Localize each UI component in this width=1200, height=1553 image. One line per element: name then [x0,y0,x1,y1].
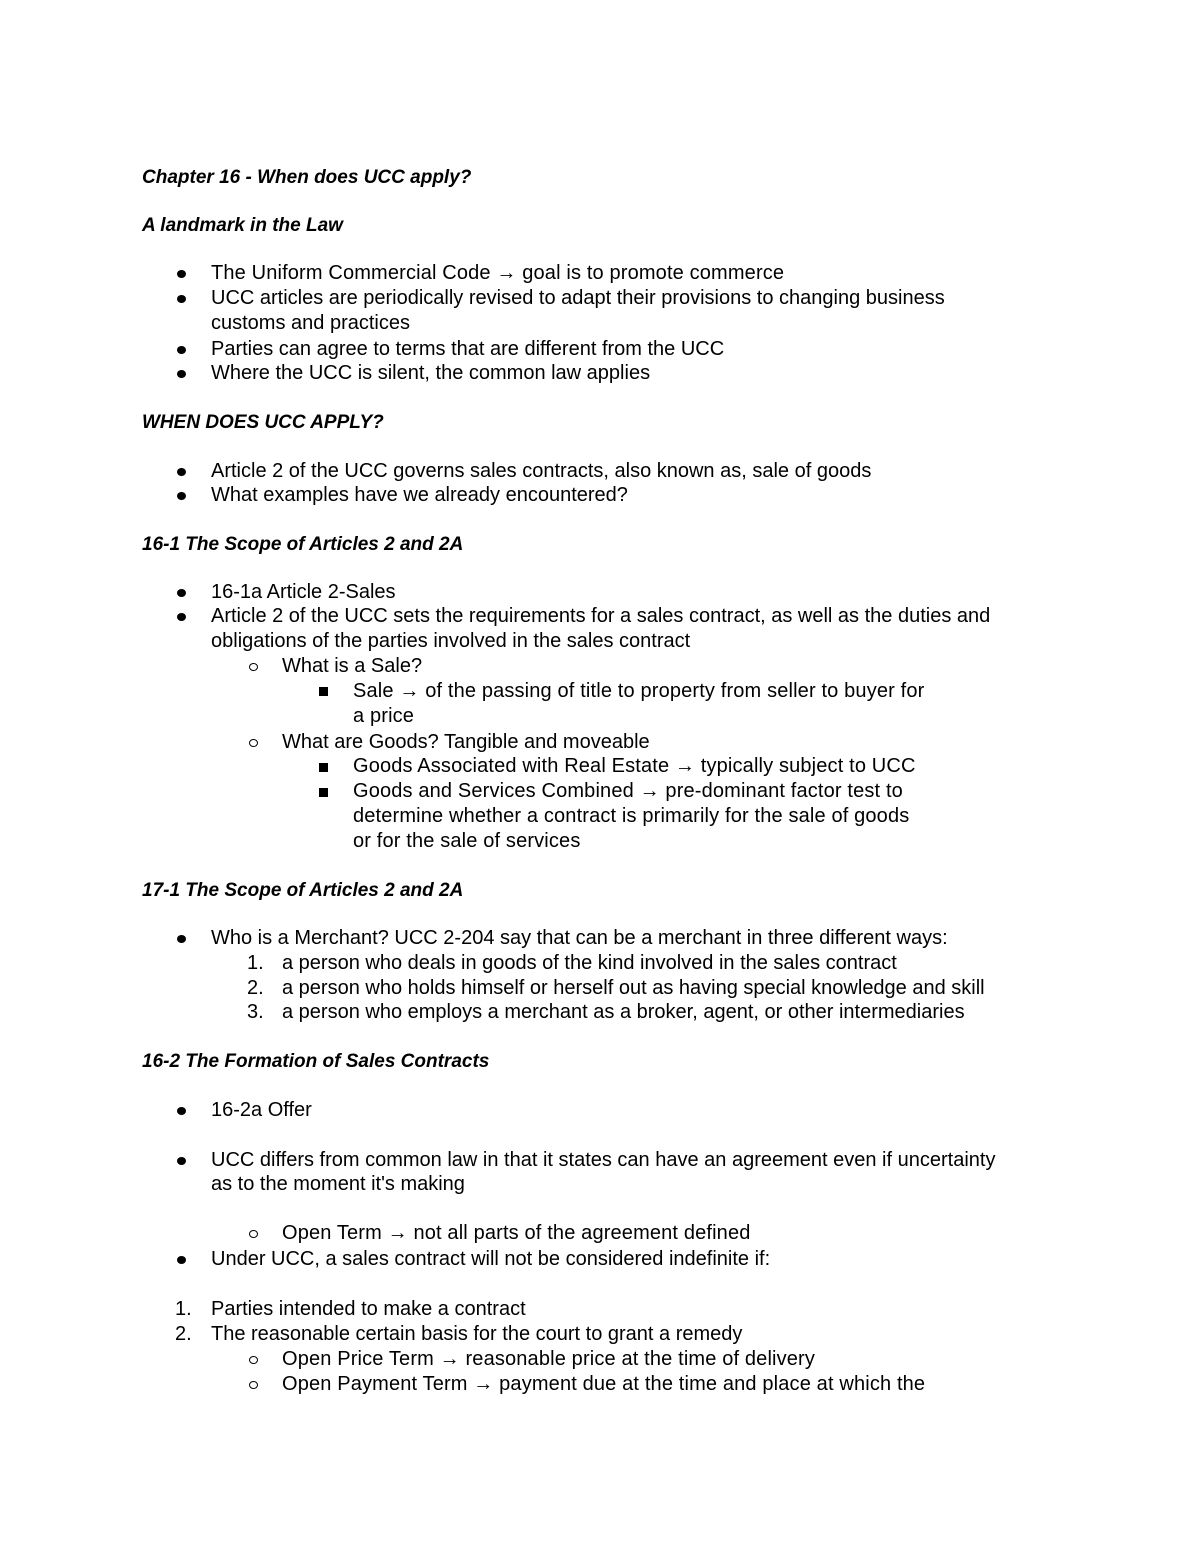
list-item-level-2: Open Term → not all parts of the agreement defined [282,1222,751,1244]
list-item: Who is a Merchant? UCC 2-204 say that can be a merchant in three different ways: [211,927,948,949]
list-item-level-2: What are Goods? Tangible and moveable [282,731,650,753]
list-item-level-3: Goods and Services Combined → pre-dominant factor test to [353,780,903,802]
list-item: 16-1a Article 2-Sales [211,581,396,603]
bullet-dot [177,468,186,476]
section-heading-when-apply: WHEN DOES UCC APPLY? [142,412,384,433]
bullet-dot [177,270,186,278]
bullet-square [319,788,328,797]
list-item-level-2: What is a Sale? [282,655,423,677]
bullet-dot [177,346,186,354]
bullet-circle [249,1230,258,1238]
list-item: Article 2 of the UCC sets the requirements for a sales contract, as well as the duties and [211,605,991,627]
bullet-circle [249,663,258,671]
list-item: Where the UCC is silent, the common law applies [211,362,651,384]
page-title: Chapter 16 - When does UCC apply? [142,167,472,188]
list-item: What examples have we already encountered? [211,484,628,506]
bullet-dot [177,613,186,621]
bullet-dot [177,589,186,597]
list-item-continuation: or for the sale of services [353,830,581,852]
bullet-circle [249,1381,258,1389]
bullet-dot [177,370,186,378]
list-item: UCC differs from common law in that it states can have an agreement even if uncertainty [211,1149,996,1171]
bullet-square [319,687,328,696]
list-item: Parties can agree to terms that are different from the UCC [211,338,725,360]
list-item: Article 2 of the UCC governs sales contracts, also known as, sale of goods [211,460,872,482]
list-item-continuation: determine whether a contract is primarily for the sale of goods [353,805,910,827]
list-item-level-3: Sale → of the passing of title to property from seller to buyer for [353,680,925,702]
bullet-dot [177,492,186,500]
numbered-item: Parties intended to make a contract [211,1298,526,1320]
list-item: UCC articles are periodically revised to adapt their provisions to changing business [211,287,945,309]
section-heading-formation: 16-2 The Formation of Sales Contracts [142,1051,490,1072]
list-number: 1. [247,952,264,974]
list-number: 2. [247,977,264,999]
numbered-item: a person who deals in goods of the kind involved in the sales contract [282,952,897,974]
numbered-item: a person who employs a merchant as a broker, agent, or other intermediaries [282,1001,965,1023]
list-number: 1. [175,1298,192,1320]
list-item-continuation: obligations of the parties involved in the sales contract [211,630,691,652]
section-heading-scope-16-1: 16-1 The Scope of Articles 2 and 2A [142,534,464,555]
list-number: 2. [175,1323,192,1345]
list-item-continuation: customs and practices [211,312,410,334]
bullet-dot [177,295,186,303]
bullet-dot [177,1157,186,1165]
list-item-level-2: Open Payment Term → payment due at the time and place at which the [282,1373,926,1395]
bullet-dot [177,1256,186,1264]
list-item: 16-2a Offer [211,1099,312,1121]
section-heading-scope-17-1: 17-1 The Scope of Articles 2 and 2A [142,880,464,901]
list-item-continuation: as to the moment it's making [211,1173,465,1195]
list-item-continuation: a price [353,705,415,727]
list-item: Under UCC, a sales contract will not be considered indefinite if: [211,1248,771,1270]
list-number: 3. [247,1001,264,1023]
bullet-dot [177,1107,186,1115]
bullet-circle [249,739,258,747]
list-item: The Uniform Commercial Code → goal is to promote commerce [211,262,785,284]
numbered-item: The reasonable certain basis for the court to grant a remedy [211,1323,743,1345]
bullet-dot [177,935,186,943]
list-item-level-2: Open Price Term → reasonable price at the time of delivery [282,1348,816,1370]
bullet-circle [249,1356,258,1364]
numbered-item: a person who holds himself or herself out as having special knowledge and skill [282,977,985,999]
bullet-square [319,763,328,772]
section-heading-landmark: A landmark in the Law [142,215,343,236]
list-item-level-3: Goods Associated with Real Estate → typically subject to UCC [353,755,916,777]
